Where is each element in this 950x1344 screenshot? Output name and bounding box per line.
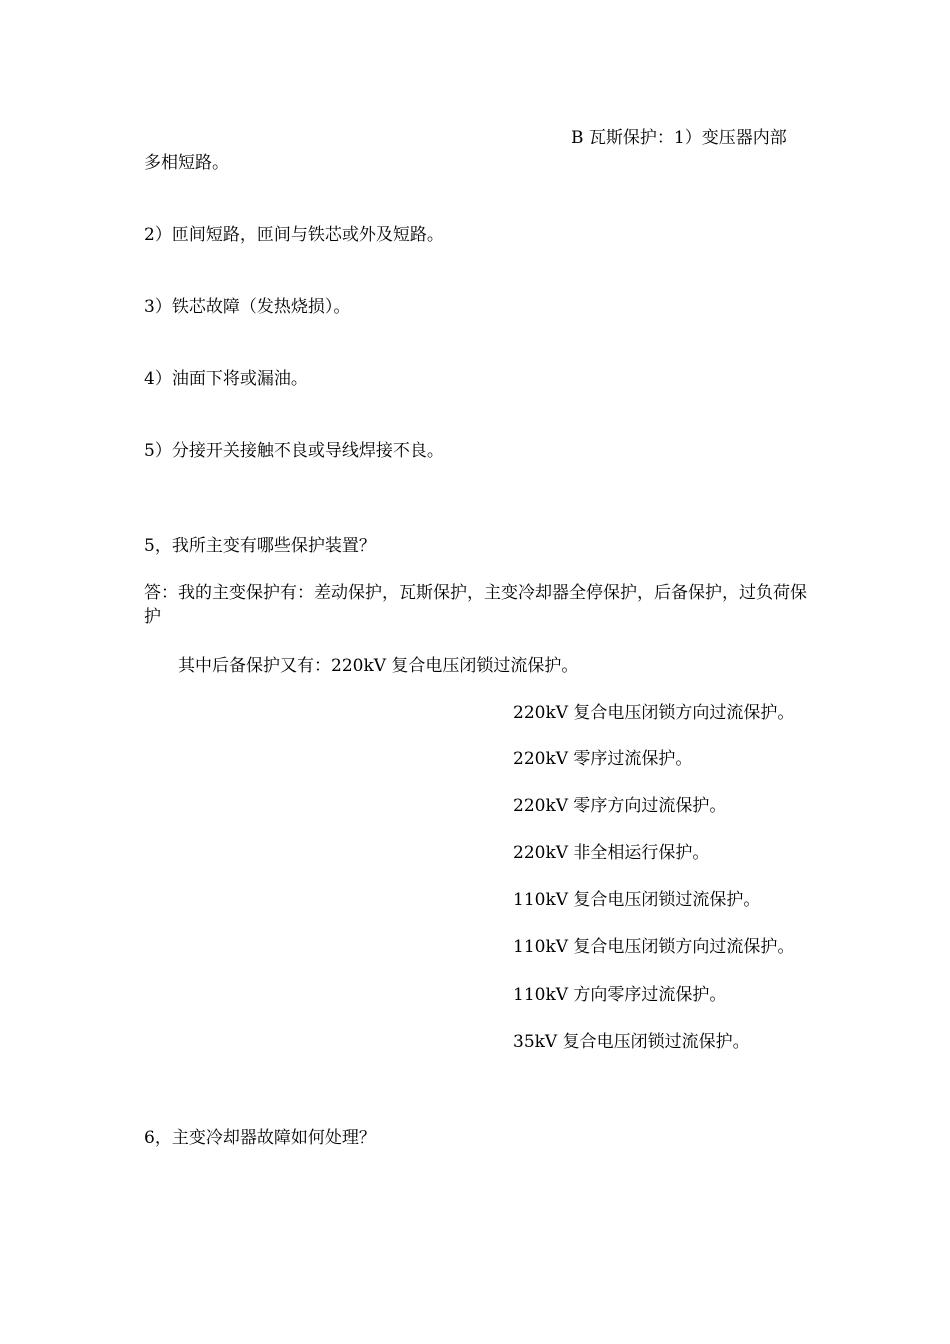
backup-intro: 其中后备保护又有：220kV 复合电压闭锁过流保护。: [178, 656, 579, 676]
answer-5: 答：我的主变保护有：差动保护，瓦斯保护，主变冷却器全停保护，后备保护，过负荷保护: [144, 583, 807, 627]
list-item: 2）匝间短路，匝间与铁芯或外及短路。: [144, 225, 444, 245]
backup-item: 220kV 零序方向过流保护。: [513, 796, 727, 816]
backup-item: 110kV 方向零序过流保护。: [513, 985, 727, 1005]
list-item: 4）油面下将或漏油。: [144, 369, 308, 389]
question-6: 6，主变冷却器故障如何处理？: [144, 1128, 376, 1148]
gas-protection-continuation: 多相短路。: [144, 153, 229, 173]
backup-item: 220kV 零序过流保护。: [513, 749, 693, 769]
gas-protection-heading: B 瓦斯保护：1）变压器内部: [571, 128, 787, 148]
backup-item: 110kV 复合电压闭锁过流保护。: [513, 890, 761, 910]
backup-item: 110kV 复合电压闭锁方向过流保护。: [513, 937, 795, 957]
backup-item: 220kV 非全相运行保护。: [513, 843, 710, 863]
backup-item: 220kV 复合电压闭锁方向过流保护。: [513, 703, 795, 723]
list-item: 3）铁芯故障（发热烧损）。: [144, 297, 351, 317]
backup-item: 35kV 复合电压闭锁过流保护。: [513, 1032, 750, 1052]
list-item: 5）分接开关接触不良或导线焊接不良。: [144, 441, 444, 461]
question-5: 5，我所主变有哪些保护装置？: [144, 536, 376, 556]
